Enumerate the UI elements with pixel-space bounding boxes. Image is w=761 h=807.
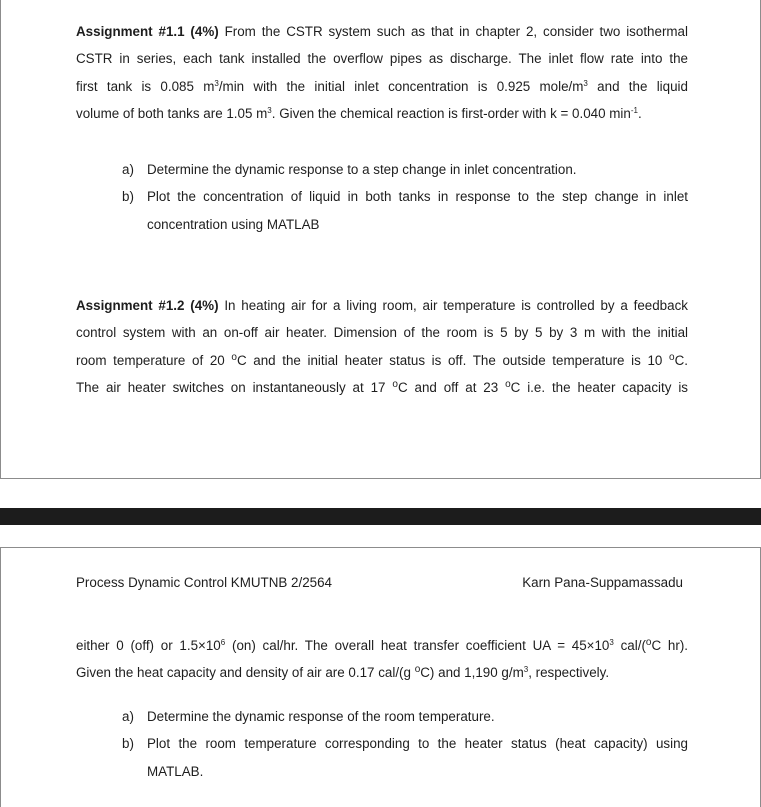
superscript: 3	[583, 78, 588, 88]
page-header-author: Karn Pana-Suppamassadu	[522, 575, 683, 590]
superscript: 6	[220, 638, 226, 647]
text: first tank is 0.085 m	[76, 78, 215, 94]
superscript: 3	[214, 78, 219, 88]
line	[76, 632, 688, 659]
list-item-text: MATLAB.	[147, 763, 204, 779]
text: , respectively.	[528, 665, 610, 681]
text: C) and 1,190 g/m	[420, 665, 524, 681]
text: . Given the chemical reaction is first-order with k = 0.040 min	[271, 105, 631, 121]
text: /min with the initial inlet concentration is 0.925 mole/m	[218, 78, 584, 94]
line	[76, 374, 688, 401]
list-marker: a)	[122, 162, 134, 177]
superscript: 3	[523, 665, 529, 675]
text: From the CSTR system such as that in chapter 2, consider two isothermal	[224, 24, 688, 39]
text: (on) cal/hr. The overall heat transfer coefficient UA = 45×10	[231, 638, 610, 653]
text: C i.e. the heater capacity is	[510, 379, 688, 395]
list-item	[122, 703, 688, 730]
text: C.	[674, 352, 688, 368]
list-item-text: Plot the concentration of liquid in both tanks in response to the step change in inlet	[147, 189, 688, 205]
page-header-course: Process Dynamic Control KMUTNB 2/2564	[76, 575, 332, 590]
superscript: 3	[267, 105, 272, 115]
degree-symbol: o	[414, 664, 421, 676]
text: and the liquid	[597, 78, 688, 94]
list-marker: a)	[122, 709, 134, 724]
text: volume of both tanks are 1.05 m	[76, 105, 268, 121]
text: C and off at 23	[397, 379, 499, 395]
superscript: -1	[630, 105, 638, 115]
list-item-text: Plot the room temperature corresponding to the heater status (heat capacity) using	[147, 736, 688, 752]
text: In heating air for a living room, air temperature is controlled by a feedback	[224, 298, 688, 313]
list-item	[122, 156, 688, 183]
line: control system with an on-off air heater. Dimension of the room is 5 by 5 by 3 m with the initial	[76, 325, 688, 341]
assignment-1-2-title: Assignment #1.2 (4%)	[76, 298, 219, 313]
text: cal/(	[620, 638, 646, 653]
assignment-1-2-paragraph	[76, 292, 688, 401]
degree-symbol: o	[231, 351, 237, 363]
assignment-1-2-continued	[76, 632, 688, 687]
text: room temperature of 20	[76, 352, 225, 368]
text: The air heater switches on instantaneously at 17	[76, 379, 386, 395]
list-item	[122, 183, 688, 238]
text: C hr).	[651, 638, 688, 653]
degree-symbol: o	[669, 351, 675, 363]
assignment-1-1-paragraph	[76, 18, 688, 127]
list-item-text: concentration using MATLAB	[147, 216, 320, 232]
line	[76, 100, 688, 127]
line	[76, 659, 688, 686]
degree-symbol: o	[505, 378, 511, 390]
assignment-1-1-title: Assignment #1.1 (4%)	[76, 24, 219, 39]
line: CSTR in series, each tank installed the overflow pipes as discharge. The inlet flow rate into the	[76, 51, 688, 67]
page-separator	[0, 508, 761, 525]
text: .	[637, 105, 642, 121]
text: Given the heat capacity and density of air are 0.17 cal/(g	[76, 665, 411, 681]
text: C and the initial heater status is off. The outside temperature is 10	[236, 352, 663, 368]
list-marker: b)	[122, 189, 134, 205]
superscript: 3	[609, 638, 614, 647]
list-marker: b)	[122, 736, 134, 752]
line	[76, 18, 688, 45]
text: either 0 (off) or 1.5×10	[76, 638, 221, 653]
list-item-text: Determine the dynamic response of the room temperature.	[147, 709, 495, 724]
list-item-text: Determine the dynamic response to a step change in inlet concentration.	[147, 162, 577, 177]
degree-symbol: o	[392, 378, 398, 390]
list-item	[122, 730, 688, 785]
line	[76, 292, 688, 319]
line	[76, 73, 688, 100]
degree-symbol: o	[645, 637, 652, 648]
assignment-1-2-list	[122, 703, 688, 785]
line	[76, 347, 688, 374]
assignment-1-1-list	[122, 156, 688, 238]
